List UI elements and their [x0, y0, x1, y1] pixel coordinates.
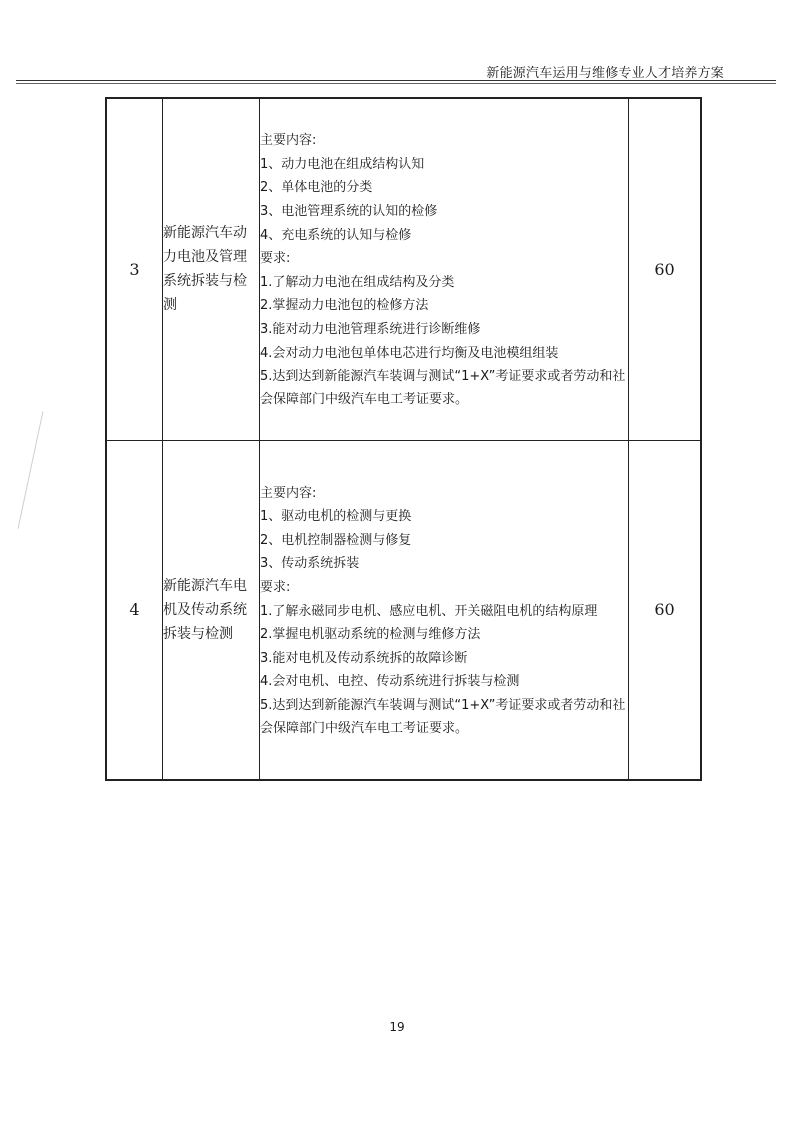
course-hours: 60 — [629, 98, 702, 440]
scan-artifact-line — [18, 411, 44, 529]
content-item: 2、单体电池的分类 — [260, 180, 373, 196]
requirement-item: 5.达到达到新能源汽车装调与测试“1+X”考证要求或者劳动和社会保障部门中级汽车电工考证要求。 — [260, 697, 626, 736]
table-row — [106, 440, 701, 780]
requirement-item: 1.了解动力电池在组成结构及分类 — [260, 274, 455, 290]
requirement-heading: 要求: — [260, 251, 291, 267]
requirement-item: 4.会对电机、电控、传动系统进行拆装与检测 — [260, 674, 520, 690]
content-item: 4、充电系统的认知与检修 — [260, 227, 412, 243]
content-heading: 主要内容: — [260, 485, 317, 501]
course-content — [260, 98, 629, 440]
requirement-item: 1.了解永磁同步电机、感应电机、开关磁阻电机的结构原理 — [260, 603, 598, 619]
row-number: 4 — [106, 440, 163, 780]
course-table — [105, 97, 702, 781]
row-number: 3 — [106, 98, 163, 440]
requirement-item: 3.能对电机及传动系统拆的故障诊断 — [260, 650, 468, 666]
header-rule-thin — [16, 83, 776, 84]
requirement-item: 4.会对动力电池包单体电芯进行均衡及电池模组组装 — [260, 345, 559, 361]
requirement-item: 2.掌握电机驱动系统的检测与维修方法 — [260, 627, 481, 643]
header-rule — [16, 80, 776, 81]
requirement-item: 3.能对动力电池管理系统进行诊断维修 — [260, 322, 481, 338]
content-item: 1、驱动电机的检测与更换 — [260, 509, 412, 525]
content-item: 2、电机控制器检测与修复 — [260, 532, 412, 548]
content-item: 1、动力电池在组成结构认知 — [260, 156, 425, 172]
course-hours: 60 — [629, 440, 702, 780]
content-item: 3、电池管理系统的认知的检修 — [260, 204, 438, 220]
course-name: 新能源汽车电机及传动系统拆装与检测 — [163, 440, 260, 780]
table-row — [106, 98, 701, 440]
content-heading: 主要内容: — [260, 133, 317, 149]
requirement-heading: 要求: — [260, 579, 291, 595]
page-number: 19 — [389, 1020, 405, 1034]
course-name: 新能源汽车动力电池及管理系统拆装与检测 — [163, 98, 260, 440]
requirement-item: 2.掌握动力电池包的检修方法 — [260, 298, 429, 314]
course-content — [260, 440, 629, 780]
requirement-item: 5.达到达到新能源汽车装调与测试“1+X”考证要求或者劳动和社会保障部门中级汽车电工考证要求。 — [260, 369, 626, 408]
document-header-title: 新能源汽车运用与维修专业人才培养方案 — [486, 66, 724, 81]
content-item: 3、传动系统拆装 — [260, 556, 360, 572]
